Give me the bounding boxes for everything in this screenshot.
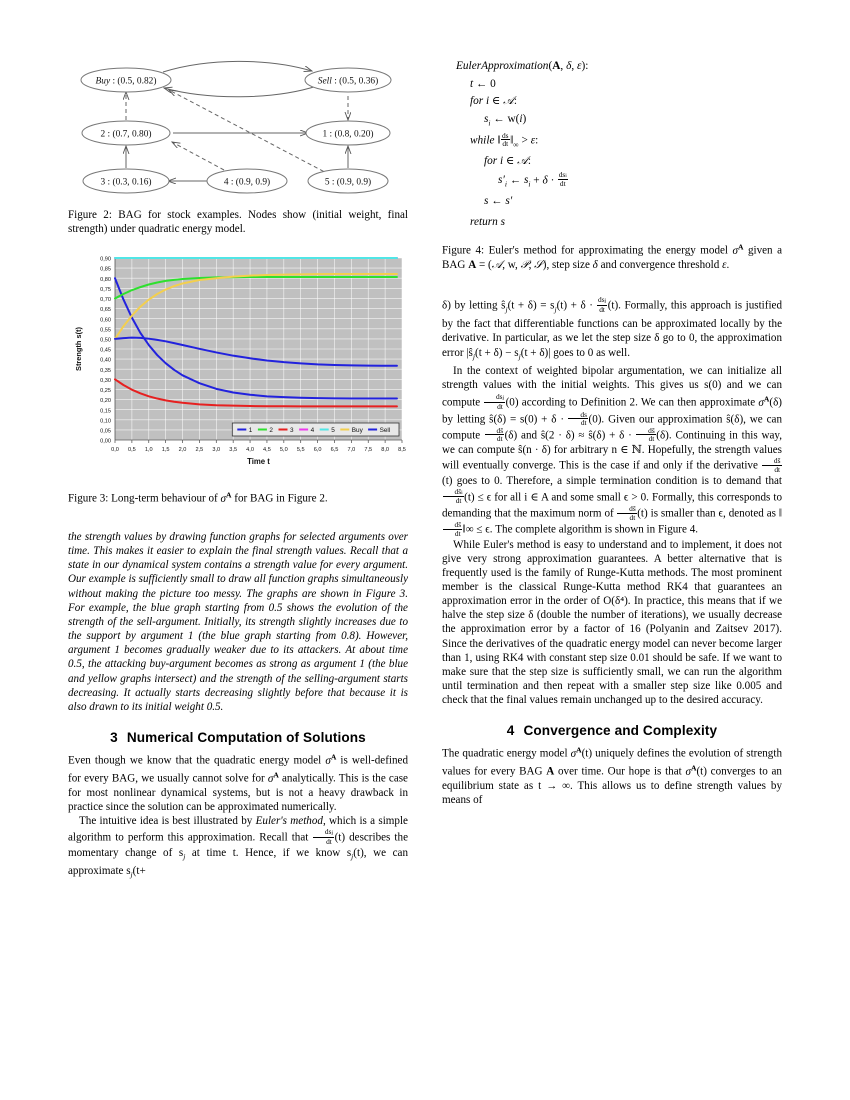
x-axis-tick-label: 2,0 [178, 447, 187, 454]
algo-name: EulerApproximation [456, 60, 549, 72]
r2h: (t) ≤ ϵ for all i ∈ A and some small ϵ > 0. Formally, this corresponds to demanding that the maximum norm of [442, 491, 782, 520]
y-axis-tick-label: 0,90 [100, 256, 111, 263]
s3p1a: Even though we know that the quadratic energy model [68, 754, 326, 767]
algo-line-while: while ‖ $\frac{ds}{dt}$ $‖_\infty > \varepsilon$: [470, 130, 539, 149]
frac-ds-dt-r2c: $\frac{ds}{dt}$ [568, 411, 588, 427]
frac-dshat-dt-r2f: $\frac{dš}{dt}$ [762, 457, 782, 473]
y-axis-tick-label: 0,70 [100, 297, 111, 304]
frac-dshat-dt-r2h: $\frac{dš}{dt}$ [617, 505, 637, 521]
s3p1b: is well-defined for every BAG, we usually cannot solve for [68, 754, 408, 785]
y-axis-tick-label: 0,80 [100, 277, 111, 284]
x-axis-tick-label: 0,5 [127, 447, 136, 454]
s4c: over time. Our hope is that [554, 765, 686, 778]
section-3-number: 3 [110, 730, 118, 745]
algo-line-for-1: for i ∈ 𝒜: [470, 95, 517, 108]
s4a: The quadratic energy model [442, 748, 571, 761]
left-column [68, 58, 408, 882]
legend-label-Buy: Buy [351, 426, 363, 434]
x-axis-tick-label: 5,0 [279, 447, 288, 454]
y-axis-tick-label: 0,15 [100, 408, 111, 415]
section3-paragraph-2: The intuitive idea is best illustrated by Euler's method, which is a simple algorithm to perform this approximation. Recall that $\frac{\text{dsj}}{dt}$ (t) describes the momentary change of $s_j$ at time t. Hence, if we know $s_j(t)$, we can approximate $s_j(t+$ [68, 815, 408, 880]
r2e: (δ) and ŝ(2 · δ) ≈ ŝ(δ) + δ · [504, 429, 636, 442]
y-axis-tick-label: 0,00 [100, 438, 111, 445]
y-axis-tick-label: 0,55 [100, 327, 111, 334]
y-axis-tick-label: 0,85 [100, 266, 111, 273]
legend-label-4: 4 [310, 426, 315, 434]
right-paragraph-1: δ) by letting $ŝ_j(t + \delta) = s_j(t) + \delta$ · $\frac{\text{dsj}}{dt}$ (t). Formally, this approach is justified by the fact that differentiable functions can be approximated locally by the derivative. In particular, as we let the step size δ go to 0, the approximation error $|ŝ_j(t + \delta) - s_j(t + \delta)|$ goes to 0 as well. [442, 295, 783, 361]
node-3-label: 3 : (0.3, 0.16) [100, 177, 152, 188]
r1b: (t + δ) = s [507, 299, 555, 312]
r1e: (t + δ) − s [475, 346, 519, 359]
legend-label-5: 5 [331, 426, 335, 434]
r2j: ‖∞ ≤ ϵ. The complete algorithm is shown in Figure 4. [462, 523, 699, 536]
algo-line-euler-step: $s'_i$ ← $s_i + \delta$ · $\frac{\text{dsi}}{dt}$ [498, 169, 567, 189]
frac-dshat-dt-r2d: $\frac{dš}{dt}$ [485, 427, 505, 443]
r2f: (δ). Continuing in this way, we can compute ŝ(n · δ) for arbitrary n ∈ ℕ. Hopefully, the strength values will eventually converge. This is the case if and only if the derivative [442, 429, 782, 472]
x-axis-tick-label: 7,0 [347, 447, 356, 454]
edge-4-2 [172, 142, 224, 170]
right-paragraph-2: In the context of weighted bipolar argumentation, we can initialize all strength values with the initial weights. This gives us s(0) and we can compute $\frac{\text{dsj}}{dt}$ (0) according to Definition 2. We can then approximate $\sigma^A(\delta)$ by letting ŝ(δ) = s(0) + δ · $\frac{ds}{dt}$ (0). Given our approximation ŝ(δ), we can compute $\frac{dš}{dt}$ (δ) and ŝ(2 · δ) ≈ ŝ(δ) + δ · $\frac{dš}{dt}$ (δ). Continuing in this way, we can compute ŝ(n · δ) for arbitrary n ∈ ℕ. Hopefully, the strength values will eventually converge. This is the case if and only if the derivative $\frac{dš}{dt}$ (t) goes to 0. Therefore, a simple termination condition is to demand that $\frac{\text{dši}}{dt}$ (t) ≤ ϵ for all i ∈ A and some small ϵ > 0. Formally, this corresponds to demanding that the maximum norm of $\frac{dš}{dt}$ (t) is smaller than ϵ, denoted as ‖ $\frac{dš}{dt}$ ‖∞ ≤ ϵ. The complete algorithm is shown in Figure 4. [442, 364, 782, 538]
algo-line-assign-si: $s_i$ ← w(i) [484, 112, 527, 128]
legend-label-Sell: Sell [379, 426, 391, 434]
r1d: (t). Formally, this approach is justified by the fact that differentiable functions can be approximated locally by the derivative. In particular, as we let the step size δ go to 0, the approximation error |ŝ [442, 299, 783, 359]
figure3-caption: Figure 3: Long-term behaviour of $\sigma^A$ for BAG in Figure 2. [68, 490, 328, 505]
s3p2e: (t), we can approximate s [68, 846, 408, 877]
euler-approximation-algorithm [442, 58, 782, 231]
x-axis-tick-label: 1,0 [144, 447, 153, 454]
figure2-caption-text: BAG for stock examples. Nodes show (initial weight, final strength) under quadratic energy model. [68, 209, 409, 236]
r2a: In the context of weighted bipolar argumentation, we can initialize all strength values with the initial weights. This gives us s(0) and we can compute [442, 364, 782, 409]
r2b: (0) according to Definition 2. We can then approximate [505, 396, 759, 409]
node-5-label: 5 : (0.9, 0.9) [324, 177, 372, 188]
frac-dshat-dt-r2e: $\frac{dš}{dt}$ [636, 427, 656, 443]
y-axis-tick-label: 0,60 [100, 317, 111, 324]
r1a: δ) by letting ŝ [442, 299, 506, 312]
y-axis-tick-label: 0,35 [100, 368, 111, 375]
right-column [442, 58, 782, 807]
figure2-caption-label: Figure 2: [68, 209, 112, 221]
figure3-chart [68, 252, 408, 482]
r2i: (t) is smaller than ϵ, denoted as ‖ [637, 507, 782, 520]
s3p2f: (t+ [132, 864, 146, 877]
s3p2d: at time t. Hence, if we know s [185, 846, 352, 859]
y-axis-tick-label: 0,10 [100, 418, 111, 425]
s3p2a: The intuitive idea is best illustrated by [79, 815, 256, 827]
frac-dsj-dt: $\frac{\text{dsj}}{dt}$ [313, 828, 334, 845]
algo-line-t-init: t ← 0 [470, 77, 496, 90]
r2g: (t) goes to 0. Therefore, a simple termination condition is to demand that [442, 474, 782, 487]
x-axis-tick-label: 8,0 [381, 447, 390, 454]
legend-label-3: 3 [290, 426, 294, 434]
node-sell-label: Sell : (0.5, 0.36) [317, 76, 379, 87]
figure3-caption-post: for BAG in Figure 2. [231, 492, 328, 505]
y-axis-tick-label: 0,05 [100, 428, 111, 435]
x-axis-tick-label: 5,5 [296, 447, 305, 454]
x-axis-tick-label: 4,0 [246, 447, 254, 454]
y-axis-tick-label: 0,30 [100, 378, 111, 385]
section-heading-4 [442, 723, 782, 738]
x-axis-tick-label: 6,0 [313, 447, 322, 454]
s3p1c: analytically. This is the case for most nonlinear dynamical systems, but is not a heavy drawback in practice since the solution can be approximated numerically. [68, 772, 408, 813]
y-axis-tick-label: 0,65 [100, 307, 111, 314]
r2d: (0). Given our approximation ŝ(δ), we can compute [442, 413, 782, 442]
algo-line-return: return s [470, 215, 506, 228]
x-axis-tick-label: 7,5 [364, 447, 373, 454]
x-axis-tick-label: 8,5 [398, 447, 406, 454]
x-axis-tick-label: 6,5 [330, 447, 339, 454]
node-1-label: 1 : (0.8, 0.20) [322, 129, 374, 140]
figure3-caption-pre: Long-term behaviour of [111, 492, 221, 505]
legend-label-2: 2 [269, 426, 273, 434]
r2c: (δ) by letting ŝ(δ) = s(0) + δ · [442, 396, 782, 426]
s3p2c: (t) describes the momentary change of s [68, 831, 408, 859]
x-axis-tick-label: 3,5 [229, 447, 238, 454]
s4d: (t) converges to an equilibrium state as t → ∞. This allows us to define strength values by means of [442, 765, 782, 807]
legend-label-1: 1 [248, 426, 253, 434]
section-4-number: 4 [506, 723, 515, 739]
y-axis-tick-label: 0,50 [100, 337, 111, 344]
figure4-caption-label: Figure 4: [442, 244, 485, 257]
figure4-caption: Figure 4: Euler's method for approximating the energy model $\sigma^A$ given a BAG A = (𝒜, w, 𝒫, 𝒮), step size δ and convergence threshold ε. [442, 242, 783, 272]
y-axis-tick-label: 0,40 [100, 357, 111, 364]
algo-line-for-2: for i ∈ 𝒜: [484, 155, 531, 167]
node-buy-label: Buy : (0.5, 0.82) [95, 76, 157, 87]
algo-signature: EulerApproximation(A, δ, ε): [456, 60, 589, 72]
frac-dsi-dt-step: $\frac{\text{dsi}}{dt}$ [558, 169, 567, 189]
x-axis-tick-label: 2,5 [195, 447, 204, 454]
algo-line-update-s: s ← s′ [484, 195, 513, 208]
section-heading-3 [68, 730, 408, 745]
left-italic-paragraph: the strength values by drawing function graphs for selected arguments over time. This makes it easier to explain the final strength values. Recall that a state in our dynamical system contains a strength value for every argument. Our example is sufficiently small to draw all function graphs simultaneously without making the picture too messy. The graphs are shown in Figure 3. For example, the blue graph starting from 0.5 shows the evolution of the strength of the sell-argument. Initially, its strength slightly increases due to the support by argument 1 (the blue graph starting from 0.8). However, argument 1 becomes gradually weaker due to its attackers. At about time 0.5, the attacking buy-argument becomes as strong as argument 1 (the blue and yellow graphs intersect) and the strength of the selling-argument starts decreasing. It actually starts decreasing slightly before that because it is also drawn to its initial weight 0.5. [68, 530, 408, 713]
section3-paragraph-1: Even though we know that the quadratic energy model $\sigma^A$ is well-defined for every BAG, we usually cannot solve for $\sigma^A$ analytically. This is the case for most nonlinear dynamical systems, but is not a heavy drawback in practice since the solution can be approximated numerically. [68, 752, 408, 813]
y-axis-tick-label: 0,75 [100, 287, 111, 294]
s3p2b: , which is a simple algorithm to perform this approximation. Recall that [68, 815, 408, 844]
frac-dsj-dt-r2a: $\frac{\text{dsj}}{dt}$ [484, 393, 505, 410]
euler-method-emph: Euler's method [255, 815, 323, 827]
right-paragraph-3: While Euler's method is easy to understand and to implement, it does not give very strong approximation guarantees. A better alternative that is frequently used is the family of Runge-Kutta methods. The most prominent member is the classical Runge-Kutta method RK4 that guarantees an approximation error in the order of O(δ⁴). In practice, this means that if we halve the step size δ (double the number of iterations), we usually decrease the approximation error by a factor of 16 (Polyanin and Zaitsev 2017). Since the derivatives of the quadratic energy model can never become larger than 1, using RK4 with constant step size 0.01 should be safe. If we want to make sure that the step size is sufficiently small, we can run the algorithm until termination and then repeat with a smaller step size like 0.005 and check that the final values remain unchanged up to the desired accuracy. [442, 538, 782, 707]
edge-sell-buy [164, 86, 317, 97]
section4-paragraph-1: The quadratic energy model $\sigma^A(t)$ uniquely defines the evolution of strength values for every BAG A over time. Our hope is that $\sigma^A(t)$ converges to an equilibrium state as t → ∞. This allows us to define strength values by means of [442, 745, 782, 807]
node-4-label: 4 : (0.9, 0.9) [223, 177, 271, 188]
frac-ds-dt-while: $\frac{ds}{dt}$ [501, 130, 509, 149]
figure2-caption [68, 208, 408, 236]
figure2-bag-diagram [68, 58, 408, 204]
y-axis-tick-label: 0,45 [100, 347, 111, 354]
edge-buy-sell [163, 61, 312, 72]
x-axis-tick-label: 0,0 [111, 447, 119, 454]
section-4-title: Convergence and Complexity [523, 723, 718, 739]
r1f: (t + δ)| goes to 0 as well. [520, 346, 630, 359]
frac-dshati-dt-r2g: $\frac{\text{dši}}{dt}$ [443, 488, 464, 505]
r1c: (t) + δ · [556, 299, 597, 312]
node-2-label: 2 : (0.7, 0.80) [100, 129, 152, 140]
figure3-caption-label: Figure 3: [68, 492, 109, 505]
y-axis-tick-label: 0,20 [100, 398, 111, 405]
x-axis-tick-label: 4,5 [263, 447, 271, 454]
s4b: (t) uniquely defines the evolution of strength values for every BAG [442, 748, 782, 778]
x-axis-tick-label: 1,5 [161, 447, 170, 454]
y-axis-tick-label: 0,25 [100, 388, 111, 395]
strength-over-time-chart [68, 252, 408, 482]
x-axis-title: Time t [247, 457, 270, 467]
frac-dshat-dt-r2i: $\frac{dš}{dt}$ [443, 521, 463, 537]
y-axis-title: Strength s(t) [74, 327, 83, 372]
x-axis-tick-label: 3,0 [212, 447, 221, 454]
section-3-title: Numerical Computation of Solutions [126, 730, 366, 745]
frac-dsj-dt-r1: $\frac{\text{dsj}}{dt}$ [598, 295, 607, 314]
